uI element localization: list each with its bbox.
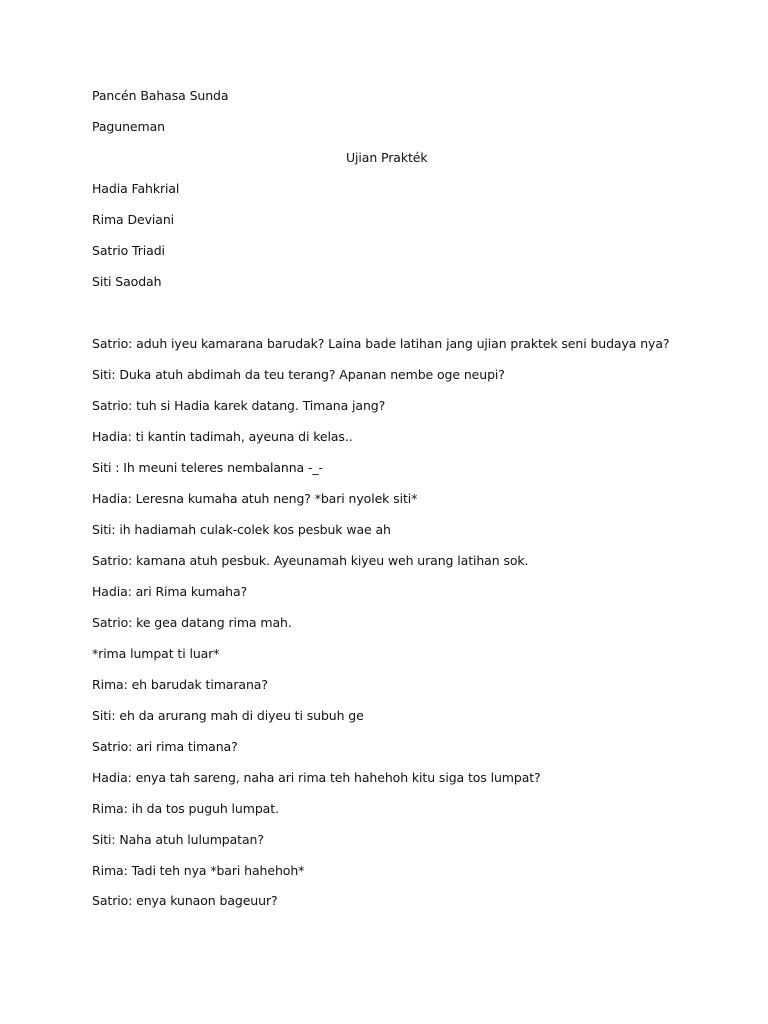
dialogue-line: Satrio: kamana atuh pesbuk. Ayeunamah kiyeu weh urang latihan sok. <box>92 553 529 568</box>
dialogue-line: Hadia: ti kantin tadimah, ayeuna di kelas.. <box>92 429 353 444</box>
dialogue-line: Rima: eh barudak timarana? <box>92 677 268 692</box>
dialogue-line: Siti: Naha atuh lulumpatan? <box>92 832 264 847</box>
dialogue-line: Hadia: enya tah sareng, naha ari rima teh hahehoh kitu siga tos lumpat? <box>92 770 541 785</box>
dialogue-line: Hadia: ari Rima kumaha? <box>92 584 248 599</box>
dialogue-line: Rima: Tadi teh nya *bari hahehoh* <box>92 863 305 878</box>
member-name: Rima Deviani <box>92 212 175 227</box>
dialogue-line: Siti: Duka atuh abdimah da teu terang? Apanan nembe oge neupi? <box>92 367 505 382</box>
member-name: Siti Saodah <box>92 274 162 289</box>
stage-direction: *rima lumpat ti luar* <box>92 646 220 661</box>
exam-title: Ujian Prakték <box>346 150 428 165</box>
dialogue-line: Satrio: aduh iyeu kamarana barudak? Laina bade latihan jang ujian praktek seni budaya nya? <box>92 336 670 351</box>
member-name: Hadia Fahkrial <box>92 181 180 196</box>
subject-heading: Pancén Bahasa Sunda <box>92 88 229 103</box>
dialogue-line: Rima: ih da tos puguh lumpat. <box>92 801 279 816</box>
dialogue-line: Satrio: tuh si Hadia karek datang. Timana jang? <box>92 398 386 413</box>
dialogue-line: Siti: eh da arurang mah di diyeu ti subuh ge <box>92 708 364 723</box>
document-type: Paguneman <box>92 119 165 134</box>
dialogue-line: Satrio: ari rima timana? <box>92 739 238 754</box>
dialogue-line: Satrio: enya kunaon bageuur? <box>92 893 278 908</box>
dialogue-line: Hadia: Leresna kumaha atuh neng? *bari nyolek siti* <box>92 491 418 506</box>
dialogue-line: Siti: ih hadiamah culak-colek kos pesbuk wae ah <box>92 522 391 537</box>
dialogue-line: Satrio: ke gea datang rima mah. <box>92 615 292 630</box>
member-name: Satrio Triadi <box>92 243 165 258</box>
dialogue-line: Siti : Ih meuni teleres nembalanna -_- <box>92 460 323 475</box>
